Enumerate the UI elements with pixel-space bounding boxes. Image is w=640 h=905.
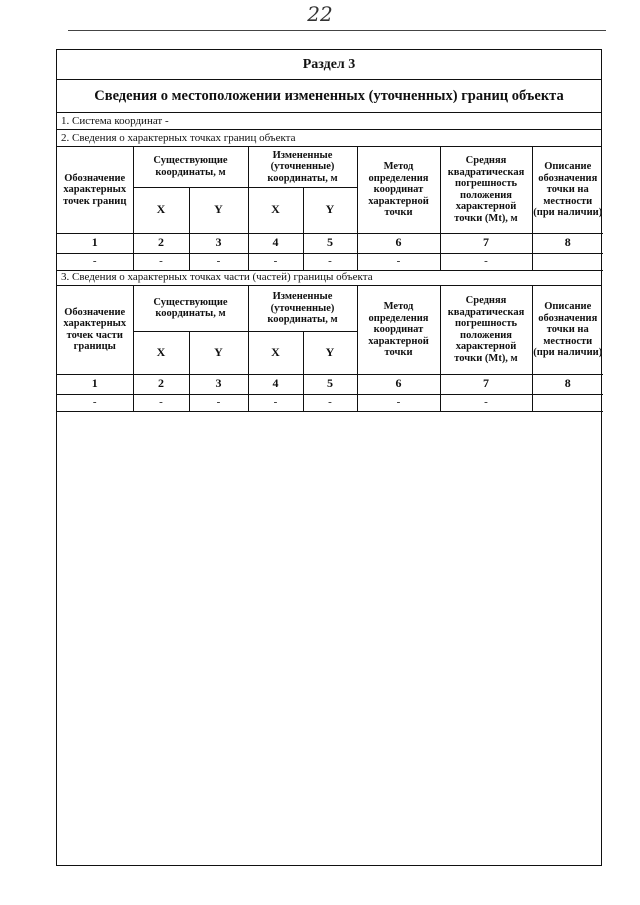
- axis-x: X: [133, 187, 189, 233]
- column-number: 4: [248, 374, 303, 394]
- boundary-points-table: [57, 147, 603, 271]
- document-title: Сведения о местоположении измененных (уточненных) границ объекта: [57, 80, 601, 113]
- table-row: [57, 253, 603, 270]
- table-cell: -: [189, 394, 248, 411]
- col-description: Описание обозначения точки на местности (при наличии): [532, 286, 603, 374]
- column-number: 2: [133, 233, 189, 253]
- col-error: Средняя квадратическая погрешность положения характерной точки (Mt), м: [440, 286, 532, 374]
- axis-y: Y: [303, 331, 357, 374]
- page-number: 22: [307, 2, 333, 26]
- column-number: 6: [357, 233, 440, 253]
- column-number: 8: [532, 233, 603, 253]
- table-cell: [532, 253, 603, 270]
- table-cell: -: [248, 394, 303, 411]
- table-cell: -: [357, 394, 440, 411]
- column-number: 2: [133, 374, 189, 394]
- coord-system: 1. Система координат -: [57, 113, 601, 130]
- axis-y: Y: [189, 331, 248, 374]
- col-existing: Существующие координаты, м: [133, 286, 248, 331]
- col-method: Метод определения координат характерной точки: [357, 147, 440, 233]
- table-cell: -: [303, 394, 357, 411]
- axis-y: Y: [303, 187, 357, 233]
- column-number: 1: [57, 374, 133, 394]
- table-cell: -: [248, 253, 303, 270]
- col-changed: Измененные (уточненные) координаты, м: [248, 286, 357, 331]
- col-description: Описание обозначения точки на местности (при наличии): [532, 147, 603, 233]
- document-frame: [56, 49, 602, 866]
- col-existing: Существующие координаты, м: [133, 147, 248, 187]
- table-cell: [532, 394, 603, 411]
- column-number-row: [57, 233, 603, 253]
- table-cell: -: [57, 394, 133, 411]
- table-cell: -: [189, 253, 248, 270]
- table-cell: -: [440, 394, 532, 411]
- axis-x: X: [133, 331, 189, 374]
- axis-x: X: [248, 331, 303, 374]
- column-number: 8: [532, 374, 603, 394]
- column-number: 5: [303, 233, 357, 253]
- column-number: 1: [57, 233, 133, 253]
- col-point: Обозначение характерных точек части границы: [57, 286, 133, 374]
- axis-y: Y: [189, 187, 248, 233]
- part-boundary-heading: 3. Сведения о характерных точках части (частей) границы объекта: [57, 269, 601, 286]
- table-row: [57, 394, 603, 411]
- table-cell: -: [357, 253, 440, 270]
- boundary-heading: 2. Сведения о характерных точках границ объекта: [57, 130, 601, 147]
- column-number-row: [57, 374, 603, 394]
- table-cell: -: [440, 253, 532, 270]
- table-cell: -: [57, 253, 133, 270]
- table-cell: -: [133, 253, 189, 270]
- col-error: Средняя квадратическая погрешность положения характерной точки (Mt), м: [440, 147, 532, 233]
- top-rule: [68, 30, 606, 31]
- column-number: 3: [189, 233, 248, 253]
- column-number: 6: [357, 374, 440, 394]
- column-number: 5: [303, 374, 357, 394]
- part-boundary-points-table: [57, 286, 603, 412]
- table-cell: -: [303, 253, 357, 270]
- section-title: Раздел 3: [57, 50, 601, 80]
- column-number: 7: [440, 374, 532, 394]
- col-point: Обозначение характерных точек границ: [57, 147, 133, 233]
- column-number: 7: [440, 233, 532, 253]
- axis-x: X: [248, 187, 303, 233]
- col-method: Метод определения координат характерной точки: [357, 286, 440, 374]
- column-number: 4: [248, 233, 303, 253]
- table-cell: -: [133, 394, 189, 411]
- col-changed: Измененные (уточненные) координаты, м: [248, 147, 357, 187]
- column-number: 3: [189, 374, 248, 394]
